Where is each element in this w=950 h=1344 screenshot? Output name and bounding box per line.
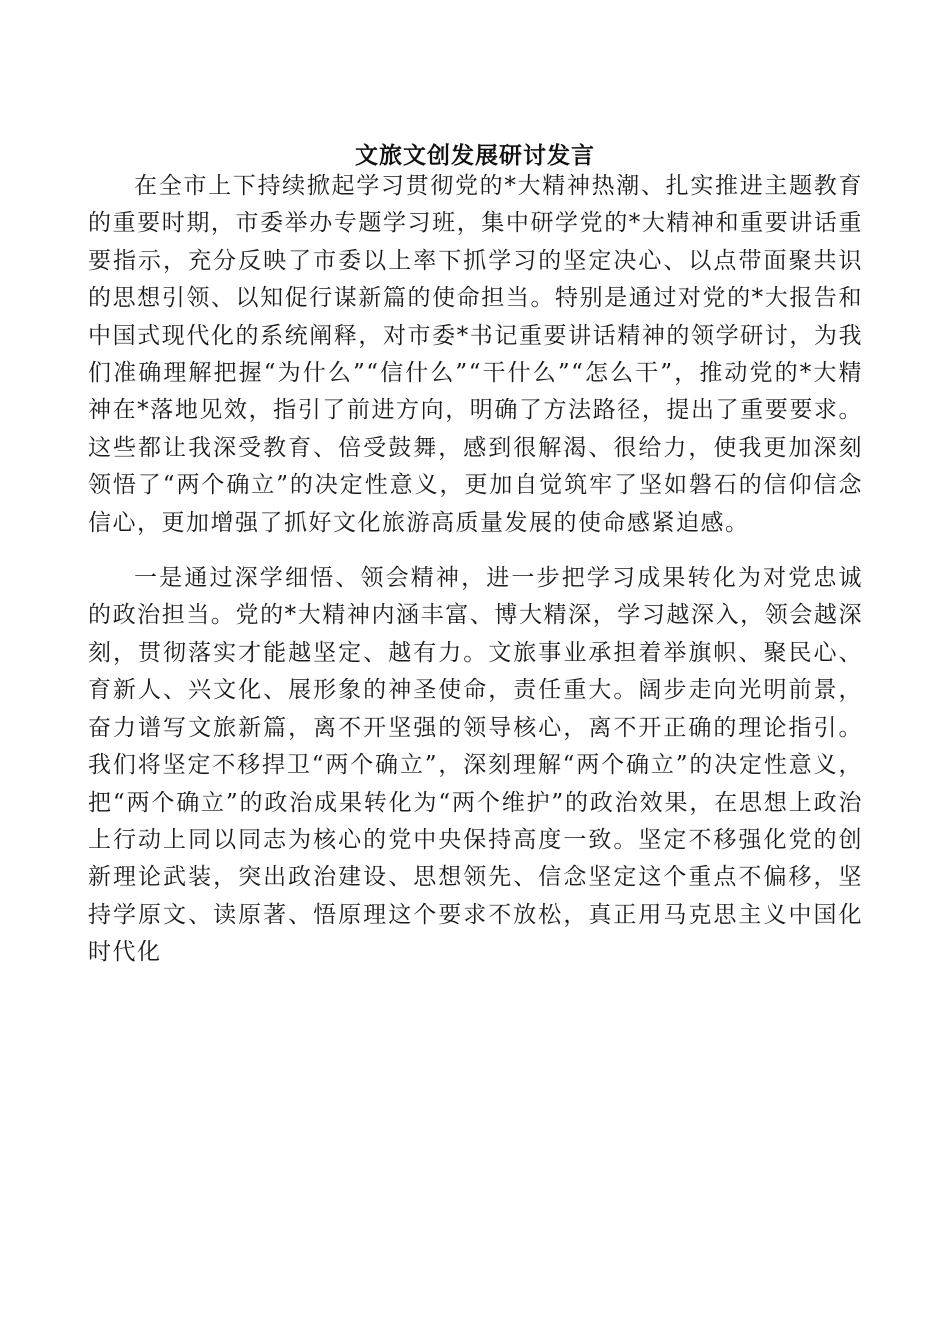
paragraph-1: 在全市上下持续掀起学习贯彻党的*大精神热潮、扎实推进主题教育的重要时期，市委举办专题学习班，集中研学党的*大精神和重要讲话重要指示，充分反映了市委以上率下抓学习的坚定决心、以点带面聚共识的思想引领、以知促行谋新篇的使命担当。特别是通过对党的*大报告和中国式现代化的系统阐释，对市委*书记重要讲话精神的领学研讨，为我们准确理解把握“为什么”“信什么”“干什么”“怎么干”，推动党的*大精神在*落地见效，指引了前进方向，明确了方法路径，提出了重要要求。这些都让我深受教育、倍受鼓舞，感到很解渴、很给力，使我更加深刻领悟了“两个确立”的决定性意义，更加自觉筑牢了坚如磐石的信仰信念信心，更加增强了抓好文化旅游高质量发展的使命感紧迫感。 <box>88 173 863 536</box>
paragraph-2: 一是通过深学细悟、领会精神，进一步把学习成果转化为对党忠诚的政治担当。党的*大精神内涵丰富、博大精深，学习越深入，领会越深刻，贯彻落实才能越坚定、越有力。文旅事业承担着举旗帜、聚民心、育新人、兴文化、展形象的神圣使命，责任重大。阔步走向光明前景，奋力谱写文旅新篇，离不开坚强的领导核心，离不开正确的理论指引。我们将坚定不移捍卫“两个确立”，深刻理解“两个确立”的决定性意义，把“两个确立”的政治成果转化为“两个维护”的政治效果，在思想上政治上行动上同以同志为核心的党中央保持高度一致。坚定不移强化党的创新理论武装，突出政治建设、思想领先、信念坚定这个重点不偏移，坚持学原文、读原著、悟原理这个要求不放松，真正用马克思主义中国化时代化 <box>88 565 863 966</box>
document-title: 文旅文创发展研讨发言 <box>355 142 595 169</box>
document-body <box>88 168 863 972</box>
